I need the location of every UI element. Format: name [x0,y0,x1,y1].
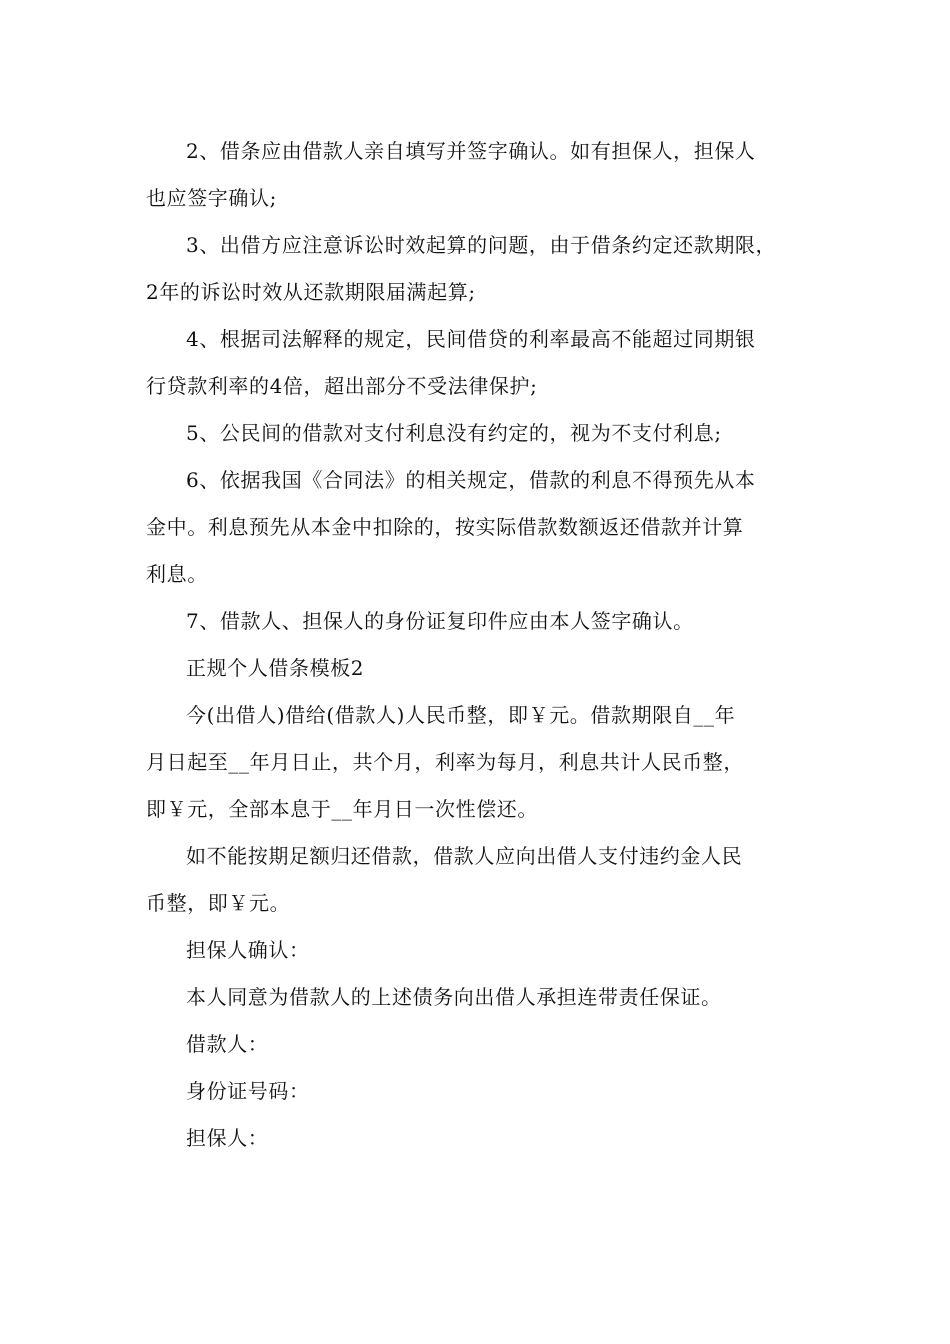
guarantor-confirm-label [146,927,826,974]
text-line: 利息。 [146,562,208,586]
text-line: 如不能按期足额归还借款，借款人应向出借人支付违约金人民 [186,844,743,868]
text-line: 5、公民间的借款对支付利息没有约定的，视为不支付利息; [186,421,722,445]
text-line: 今(出借人)借给(借款人)人民币整，即￥元。借款期限自__年 [186,703,736,727]
guarantor-label [146,1115,826,1162]
section-heading [146,645,826,692]
text-line: 正规个人借条模板2 [186,656,365,680]
paragraph-item-6 [146,457,826,598]
text-line: 月日起至__年月日止，共个月，利率为每月，利息共计人民币整， [146,750,744,774]
document-body [146,128,826,1162]
text-line: 也应签字确认; [146,186,277,210]
text-line: 金中。利息预先从本金中扣除的，按实际借款数额返还借款并计算 [146,515,744,539]
text-line: 借款人： [186,1032,269,1056]
text-line: 2年的诉讼时效从还款期限届满起算; [146,280,476,304]
text-line: 4、根据司法解释的规定，民间借贷的利率最高不能超过同期银 [186,327,756,351]
paragraph-item-2 [146,128,826,222]
text-line: 行贷款利率的4倍，超出部分不受法律保护; [146,374,538,398]
text-line: 担保人确认： [186,938,310,962]
text-line: 2、借条应由借款人亲自填写并签字确认。如有担保人，担保人 [186,139,756,163]
text-line: 3、出借方应注意诉讼时效起算的问题，由于借条约定还款期限， [186,233,777,257]
text-line: 担保人： [186,1126,269,1150]
text-line: 本人同意为借款人的上述债务向出借人承担连带责任保证。 [186,985,722,1009]
text-line: 7、借款人、担保人的身份证复印件应由本人签字确认。 [186,609,694,633]
text-line: 6、依据我国《合同法》的相关规定，借款的利息不得预先从本 [186,468,756,492]
text-line: 身份证号码： [186,1079,310,1103]
paragraph-loan-terms [146,692,826,833]
paragraph-item-7 [146,598,826,645]
paragraph-penalty [146,833,826,927]
paragraph-item-3 [146,222,826,316]
paragraph-item-5 [146,410,826,457]
text-line: 即￥元，全部本息于__年月日一次性偿还。 [146,797,538,821]
text-line: 币整，即￥元。 [146,891,291,915]
borrower-label [146,1021,826,1068]
id-number-label [146,1068,826,1115]
paragraph-item-4 [146,316,826,410]
guarantor-statement [146,974,826,1021]
